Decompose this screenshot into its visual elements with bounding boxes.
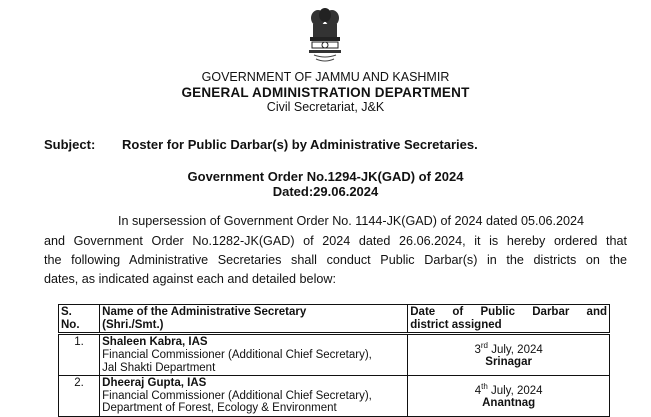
office-address: Civil Secretariat, J&K: [266, 100, 385, 114]
secretary-name: Shaleen Kabra, IAS: [102, 336, 208, 349]
secretary-department: Department of Forest, Ecology & Environment: [102, 402, 337, 415]
header-date-line2: district assigned: [410, 318, 502, 331]
header-sno-line1: S.: [61, 306, 72, 318]
header-name-line1: Name of the Administrative Secretary: [102, 306, 307, 318]
darbar-date: [410, 342, 607, 356]
subject-label: Subject:: [44, 137, 96, 152]
secretary-designation: Financial Commissioner (Additional Chief Secretary),: [102, 348, 372, 361]
header-sno-line2: No.: [61, 318, 80, 331]
row-sno: 1.: [59, 334, 100, 376]
subject-line: [44, 137, 478, 152]
date-month-year: July, 2024: [488, 343, 543, 356]
district-name: Srinagar: [485, 356, 532, 369]
darbar-date: [410, 383, 607, 397]
department-name: GENERAL ADMINISTRATION DEPARTMENT: [181, 85, 470, 100]
body-line-2: and Government Order No.1282-JK(GAD) of 2024 dated 26.06.2024, it is hereby ordered that: [44, 234, 627, 248]
header-date: [408, 305, 610, 334]
table-row: [59, 376, 610, 417]
body-line-1: In supersession of Government Order No. 1144-JK(GAD) of 2024 dated 05.06.2024: [118, 214, 584, 228]
row-secretary: [100, 334, 408, 376]
table-header-row: [59, 305, 610, 334]
secretary-designation: Financial Commissioner (Additional Chief Secretary),: [102, 389, 372, 402]
row-date-district: [408, 334, 610, 376]
district-name: Anantnag: [482, 397, 536, 410]
date-day: 3: [474, 343, 481, 356]
header-sno: [59, 305, 100, 334]
subject-text: Roster for Public Darbar(s) by Administrative Secretaries.: [122, 137, 478, 152]
body-line-3: the following Administrative Secretaries shall conduct Public Darbar(s) in the districts on the: [44, 253, 627, 267]
row-secretary: [100, 376, 408, 417]
header-name-line2: (Shri./Smt.): [102, 318, 164, 331]
header-name: [100, 305, 408, 334]
date-month-year: July, 2024: [487, 384, 543, 397]
row-sno: 2.: [59, 376, 100, 417]
state-emblem-icon: [304, 6, 346, 66]
government-name: GOVERNMENT OF JAMMU AND KASHMIR: [201, 70, 450, 84]
table-row: [59, 334, 610, 376]
secretary-name: Dheeraj Gupta, IAS: [102, 377, 207, 390]
date-day: 4: [474, 384, 482, 397]
roster-table: [58, 304, 610, 417]
date-suffix: th: [481, 381, 488, 391]
date-suffix: rd: [480, 340, 488, 350]
order-date: Dated:29.06.2024: [272, 184, 379, 199]
body-line-4: dates, as indicated against each and detailed below:: [44, 272, 336, 286]
secretary-department: Jal Shakti Department: [102, 361, 216, 374]
row-date-district: [408, 376, 610, 417]
header-date-line1: Date of Public Darbar and: [410, 306, 607, 318]
order-number: Government Order No.1294-JK(GAD) of 2024: [187, 169, 464, 184]
